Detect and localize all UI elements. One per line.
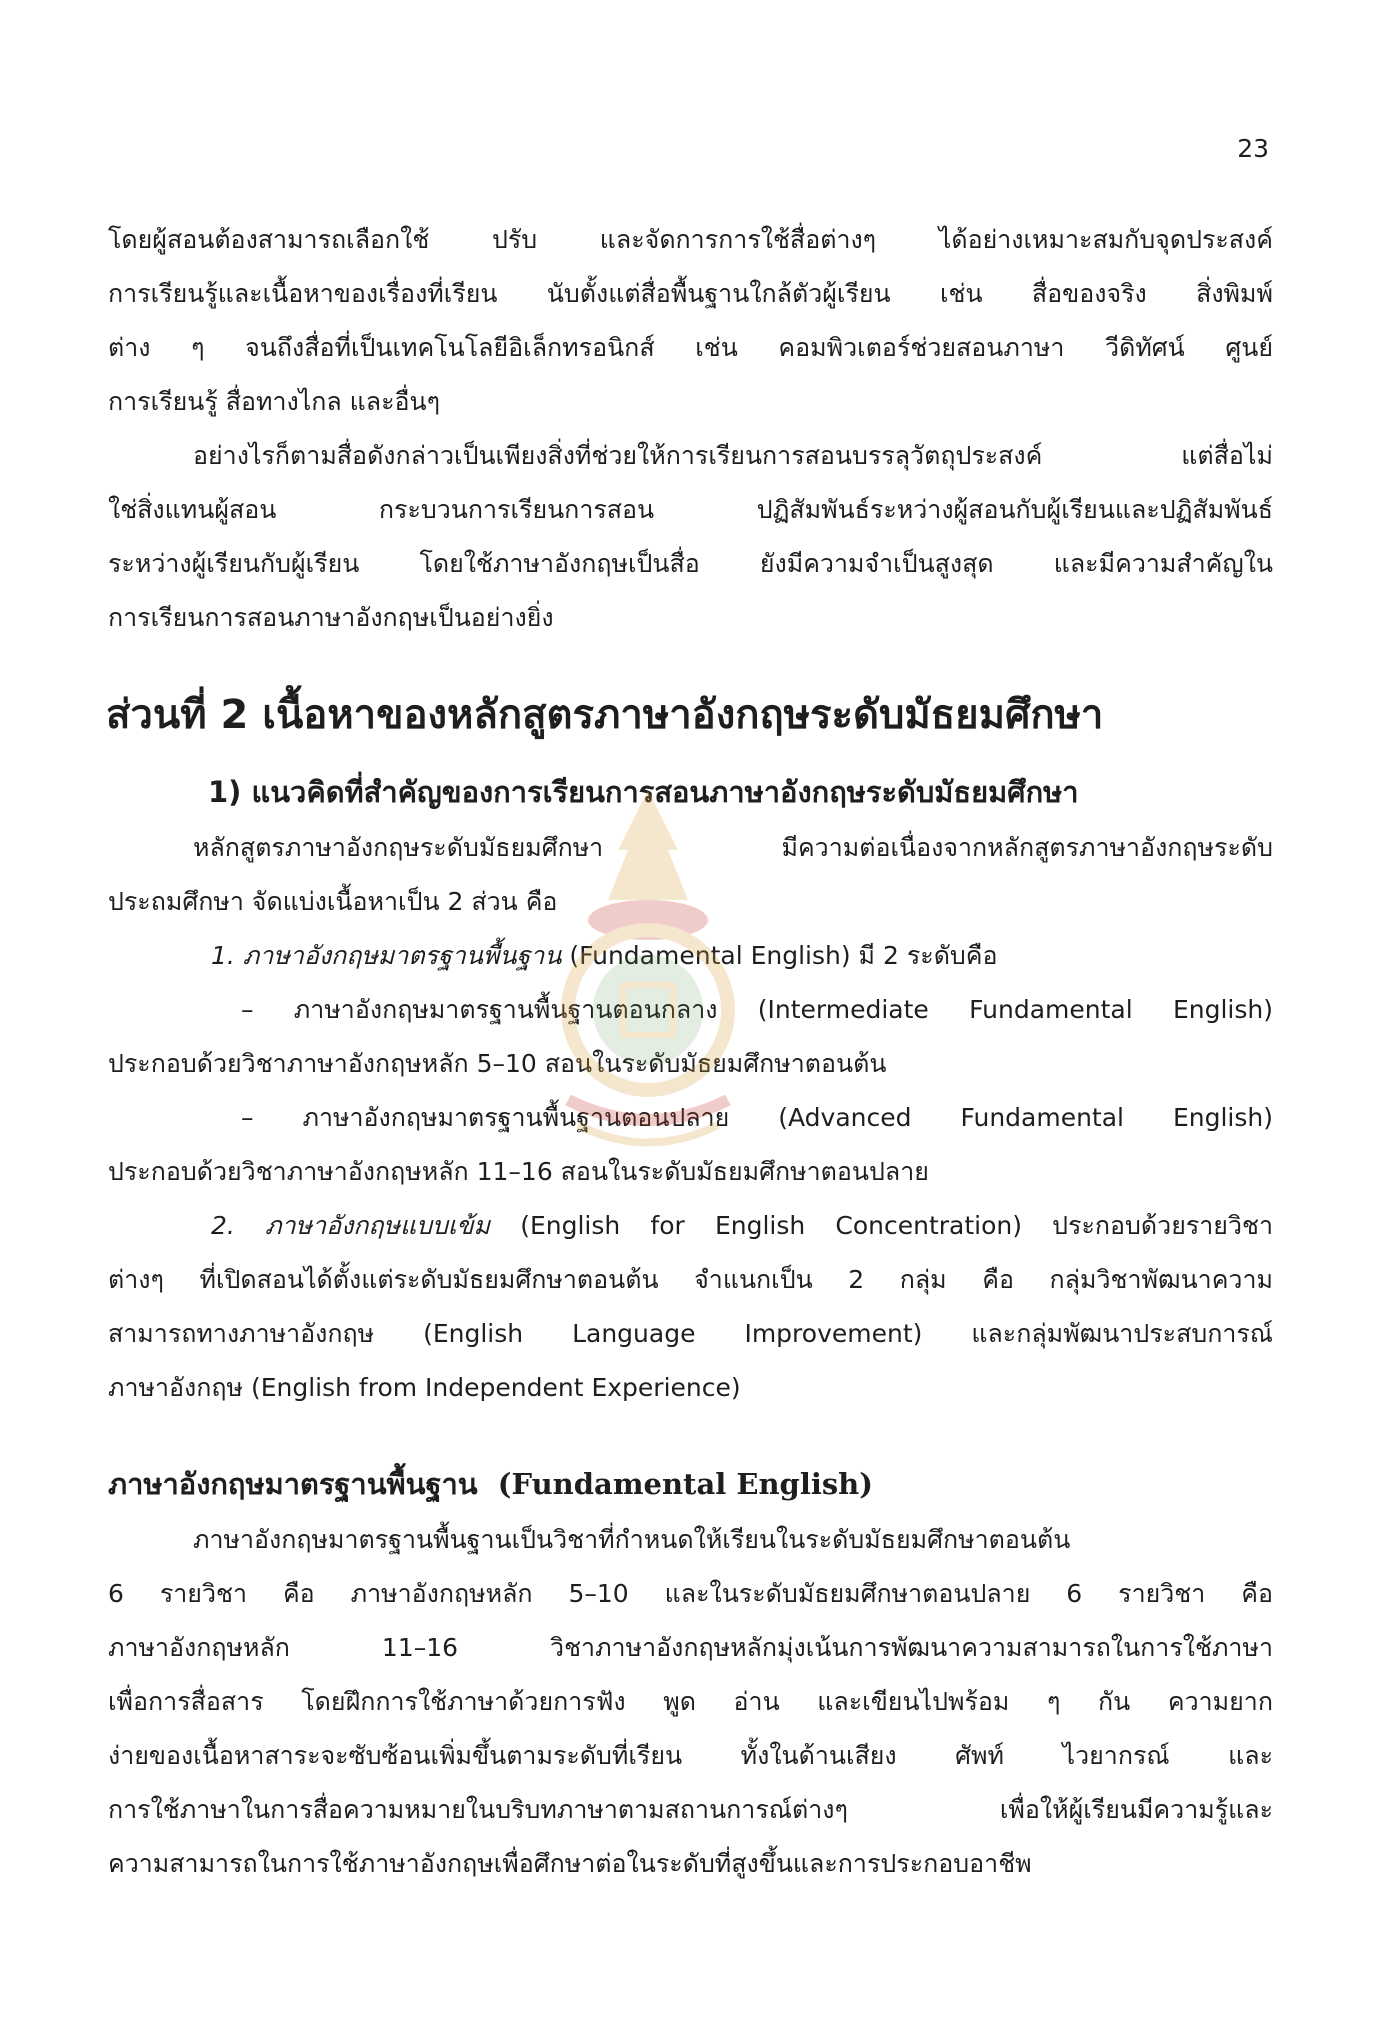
paragraph-line: โดยผู้สอนต้องสามารถเลือกใช้ ปรับ และจัดการการใช้สื่อต่างๆ ได้อย่างเหมาะสมกับจุดประสงค์ — [108, 225, 1273, 254]
paragraph-line: การเรียนรู้ สื่อทางไกล และอื่นๆ — [108, 387, 441, 416]
list-item-label: 1. ภาษาอังกฤษมาตรฐานพื้นฐาน — [211, 941, 562, 970]
list-item-label: 2. ภาษาอังกฤษแบบเข้ม — [211, 1211, 491, 1240]
paragraph-line: สามารถทางภาษาอังกฤษ (English Language Improvement) และกลุ่มพัฒนาประสบการณ์ — [108, 1319, 1273, 1348]
paragraph-line: อย่างไรก็ตามสื่อดังกล่าวเป็นเพียงสิ่งที่ช่วยให้การเรียนการสอนบรรลุวัตถุประสงค์ แต่สื่อไม่ — [193, 441, 1273, 470]
sub-item-advanced-cont: ประกอบด้วยวิชาภาษาอังกฤษหลัก 11–16 สอนในระดับมัธยมศึกษาตอนปลาย — [108, 1157, 929, 1186]
paragraph-line: การใช้ภาษาในการสื่อความหมายในบริบทภาษาตามสถานการณ์ต่างๆ เพื่อให้ผู้เรียนมีความรู้และ — [108, 1795, 1273, 1824]
watermark-emblem-icon — [528, 780, 768, 1170]
sub-item-intermediate-cont: ประกอบด้วยวิชาภาษาอังกฤษหลัก 5–10 สอนในระดับมัธยมศึกษาตอนต้น — [108, 1049, 887, 1078]
page-number: 23 — [1237, 134, 1269, 163]
paragraph-line: การเรียนการสอนภาษาอังกฤษเป็นอย่างยิ่ง — [108, 603, 554, 632]
paragraph-line: ใช่สิ่งแทนผู้สอน กระบวนการเรียนการสอน ปฏิสัมพันธ์ระหว่างผู้สอนกับผู้เรียนและปฏิสัมพันธ์ — [108, 495, 1273, 524]
paragraph-line: เพื่อการสื่อสาร โดยฝึกการใช้ภาษาด้วยการฟัง พูด อ่าน และเขียนไปพร้อม ๆ กัน ความยาก — [108, 1687, 1273, 1716]
subheading-fundamental-english — [108, 1464, 873, 1504]
paragraph-line: ระหว่างผู้เรียนกับผู้เรียน โดยใช้ภาษาอังกฤษเป็นสื่อ ยังมีความจำเป็นสูงสุด และมีความสำคัญใน — [108, 549, 1273, 578]
paragraph-line: ต่าง ๆ จนถึงสื่อที่เป็นเทคโนโลยีอิเล็กทรอนิกส์ เช่น คอมพิวเตอร์ช่วยสอนภาษา วีดิทัศน์ ศูนย์ — [108, 333, 1273, 362]
sub-item-intermediate: – ภาษาอังกฤษมาตรฐานพื้นฐานตอนกลาง (Intermediate Fundamental English) — [241, 995, 1273, 1024]
list-item-concentration — [211, 1208, 1273, 1244]
subheading-thai: ภาษาอังกฤษมาตรฐานพื้นฐาน — [108, 1467, 478, 1501]
paragraph-line: หลักสูตรภาษาอังกฤษระดับมัธยมศึกษา มีความต่อเนื่องจากหลักสูตรภาษาอังกฤษระดับ — [193, 833, 1273, 862]
paragraph-line: 6 รายวิชา คือ ภาษาอังกฤษหลัก 5–10 และในระดับมัธยมศึกษาตอนปลาย 6 รายวิชา คือ — [108, 1579, 1273, 1608]
list-item-text: (English for English Concentration) ประกอบด้วยรายวิชา — [490, 1211, 1273, 1240]
paragraph-line: ประถมศึกษา จัดแบ่งเนื้อหาเป็น 2 ส่วน คือ — [108, 887, 558, 916]
list-item-text: (Fundamental English) มี 2 ระดับคือ — [561, 941, 998, 970]
section-heading: ส่วนที่ 2 เนื้อหาของหลักสูตรภาษาอังกฤษระดับมัธยมศึกษา — [106, 692, 1104, 738]
paragraph-line: ภาษาอังกฤษหลัก 11–16 วิชาภาษาอังกฤษหลักมุ่งเน้นการพัฒนาความสามารถในการใช้ภาษา — [108, 1633, 1273, 1662]
paragraph-line: ภาษาอังกฤษ (English from Independent Experience) — [108, 1373, 741, 1402]
paragraph-line: การเรียนรู้และเนื้อหาของเรื่องที่เรียน นับตั้งแต่สื่อพื้นฐานใกล้ตัวผู้เรียน เช่น สื่อของจริง สิ่งพิมพ์ — [108, 279, 1273, 308]
paragraph-line: ง่ายของเนื้อหาสาระจะซับซ้อนเพิ่มขึ้นตามระดับที่เรียน ทั้งในด้านเสียง ศัพท์ ไวยากรณ์ และ — [108, 1741, 1273, 1770]
sub-item-advanced: – ภาษาอังกฤษมาตรฐานพื้นฐานตอนปลาย (Advanced Fundamental English) — [241, 1103, 1273, 1132]
paragraph-line: ความสามารถในการใช้ภาษาอังกฤษเพื่อศึกษาต่อในระดับที่สูงขึ้นและการประกอบอาชีพ — [108, 1849, 1032, 1878]
subheading-concepts: 1) แนวคิดที่สำคัญของการเรียนการสอนภาษาอังกฤษระดับมัธยมศึกษา — [208, 775, 1079, 809]
paragraph-line: ต่างๆ ที่เปิดสอนได้ตั้งแต่ระดับมัธยมศึกษาตอนต้น จำแนกเป็น 2 กลุ่ม คือ กลุ่มวิชาพัฒนาความ — [108, 1265, 1273, 1294]
paragraph-line: ภาษาอังกฤษมาตรฐานพื้นฐานเป็นวิชาที่กำหนดให้เรียนในระดับมัธยมศึกษาตอนต้น — [193, 1525, 1071, 1554]
subheading-english: (Fundamental English) — [497, 1467, 873, 1501]
